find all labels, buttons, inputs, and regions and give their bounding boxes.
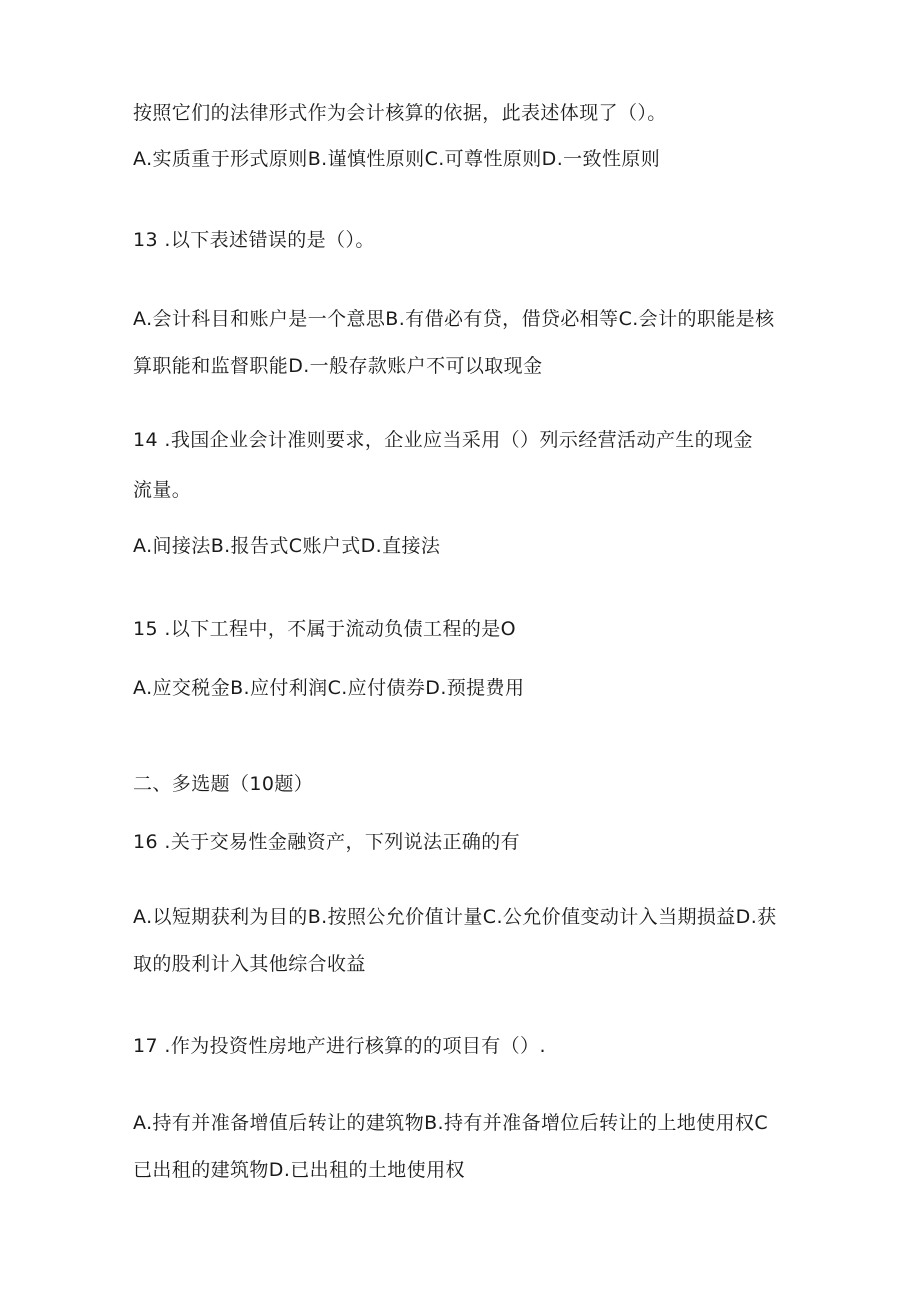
question-12-options: A.实质重于形式原则B.谨慎性原则C.可尊性原则D.一致性原则 bbox=[133, 148, 661, 170]
question-13-options-line-1: A.会计科目和账户是一个意思B.有借必有贷，借贷必相等C.会计的职能是核 bbox=[133, 308, 775, 330]
question-17-stem: 17 .作为投资性房地产进行核算的的项目有（）. bbox=[133, 1035, 546, 1057]
question-14-stem-line-2: 流量。 bbox=[133, 479, 192, 501]
question-16-stem: 16 .关于交易性金融资产，下列说法正确的有 bbox=[133, 831, 521, 853]
question-17-options-line-2: 已出租的建筑物D.已出租的土地使用权 bbox=[133, 1159, 465, 1181]
question-13-options-line-2: 算职能和监督职能D.一般存款账户不可以取现金 bbox=[133, 355, 543, 377]
section-heading-multiple-choice: 二、多选题（10题） bbox=[133, 773, 314, 795]
question-14-options: A.间接法B.报告式C账户式D.直接法 bbox=[133, 535, 441, 557]
question-16-options-line-2: 取的股利计入其他综合收益 bbox=[133, 953, 366, 975]
question-12-stem-continued: 按照它们的法律形式作为会计核算的依据，此表述体现了（）。 bbox=[133, 102, 667, 124]
question-14-stem-line-1: 14 .我国企业会计准则要求，企业应当采用（）列示经营活动产生的现金 bbox=[133, 429, 753, 451]
question-15-options: A.应交税金B.应付利润C.应付债券D.预提费用 bbox=[133, 677, 525, 699]
question-16-options-line-1: A.以短期获利为目的B.按照公允价值计量C.公允价值变动计入当期损益D.获 bbox=[133, 906, 777, 928]
question-13-stem: 13 .以下表述错误的是（）。 bbox=[133, 229, 375, 251]
question-15-stem: 15 .以下工程中，不属于流动负债工程的是O bbox=[133, 618, 517, 640]
question-17-options-line-1: A.持有并准备增值后转让的建筑物B.持有并准备增位后转让的上地使用权C bbox=[133, 1112, 769, 1134]
